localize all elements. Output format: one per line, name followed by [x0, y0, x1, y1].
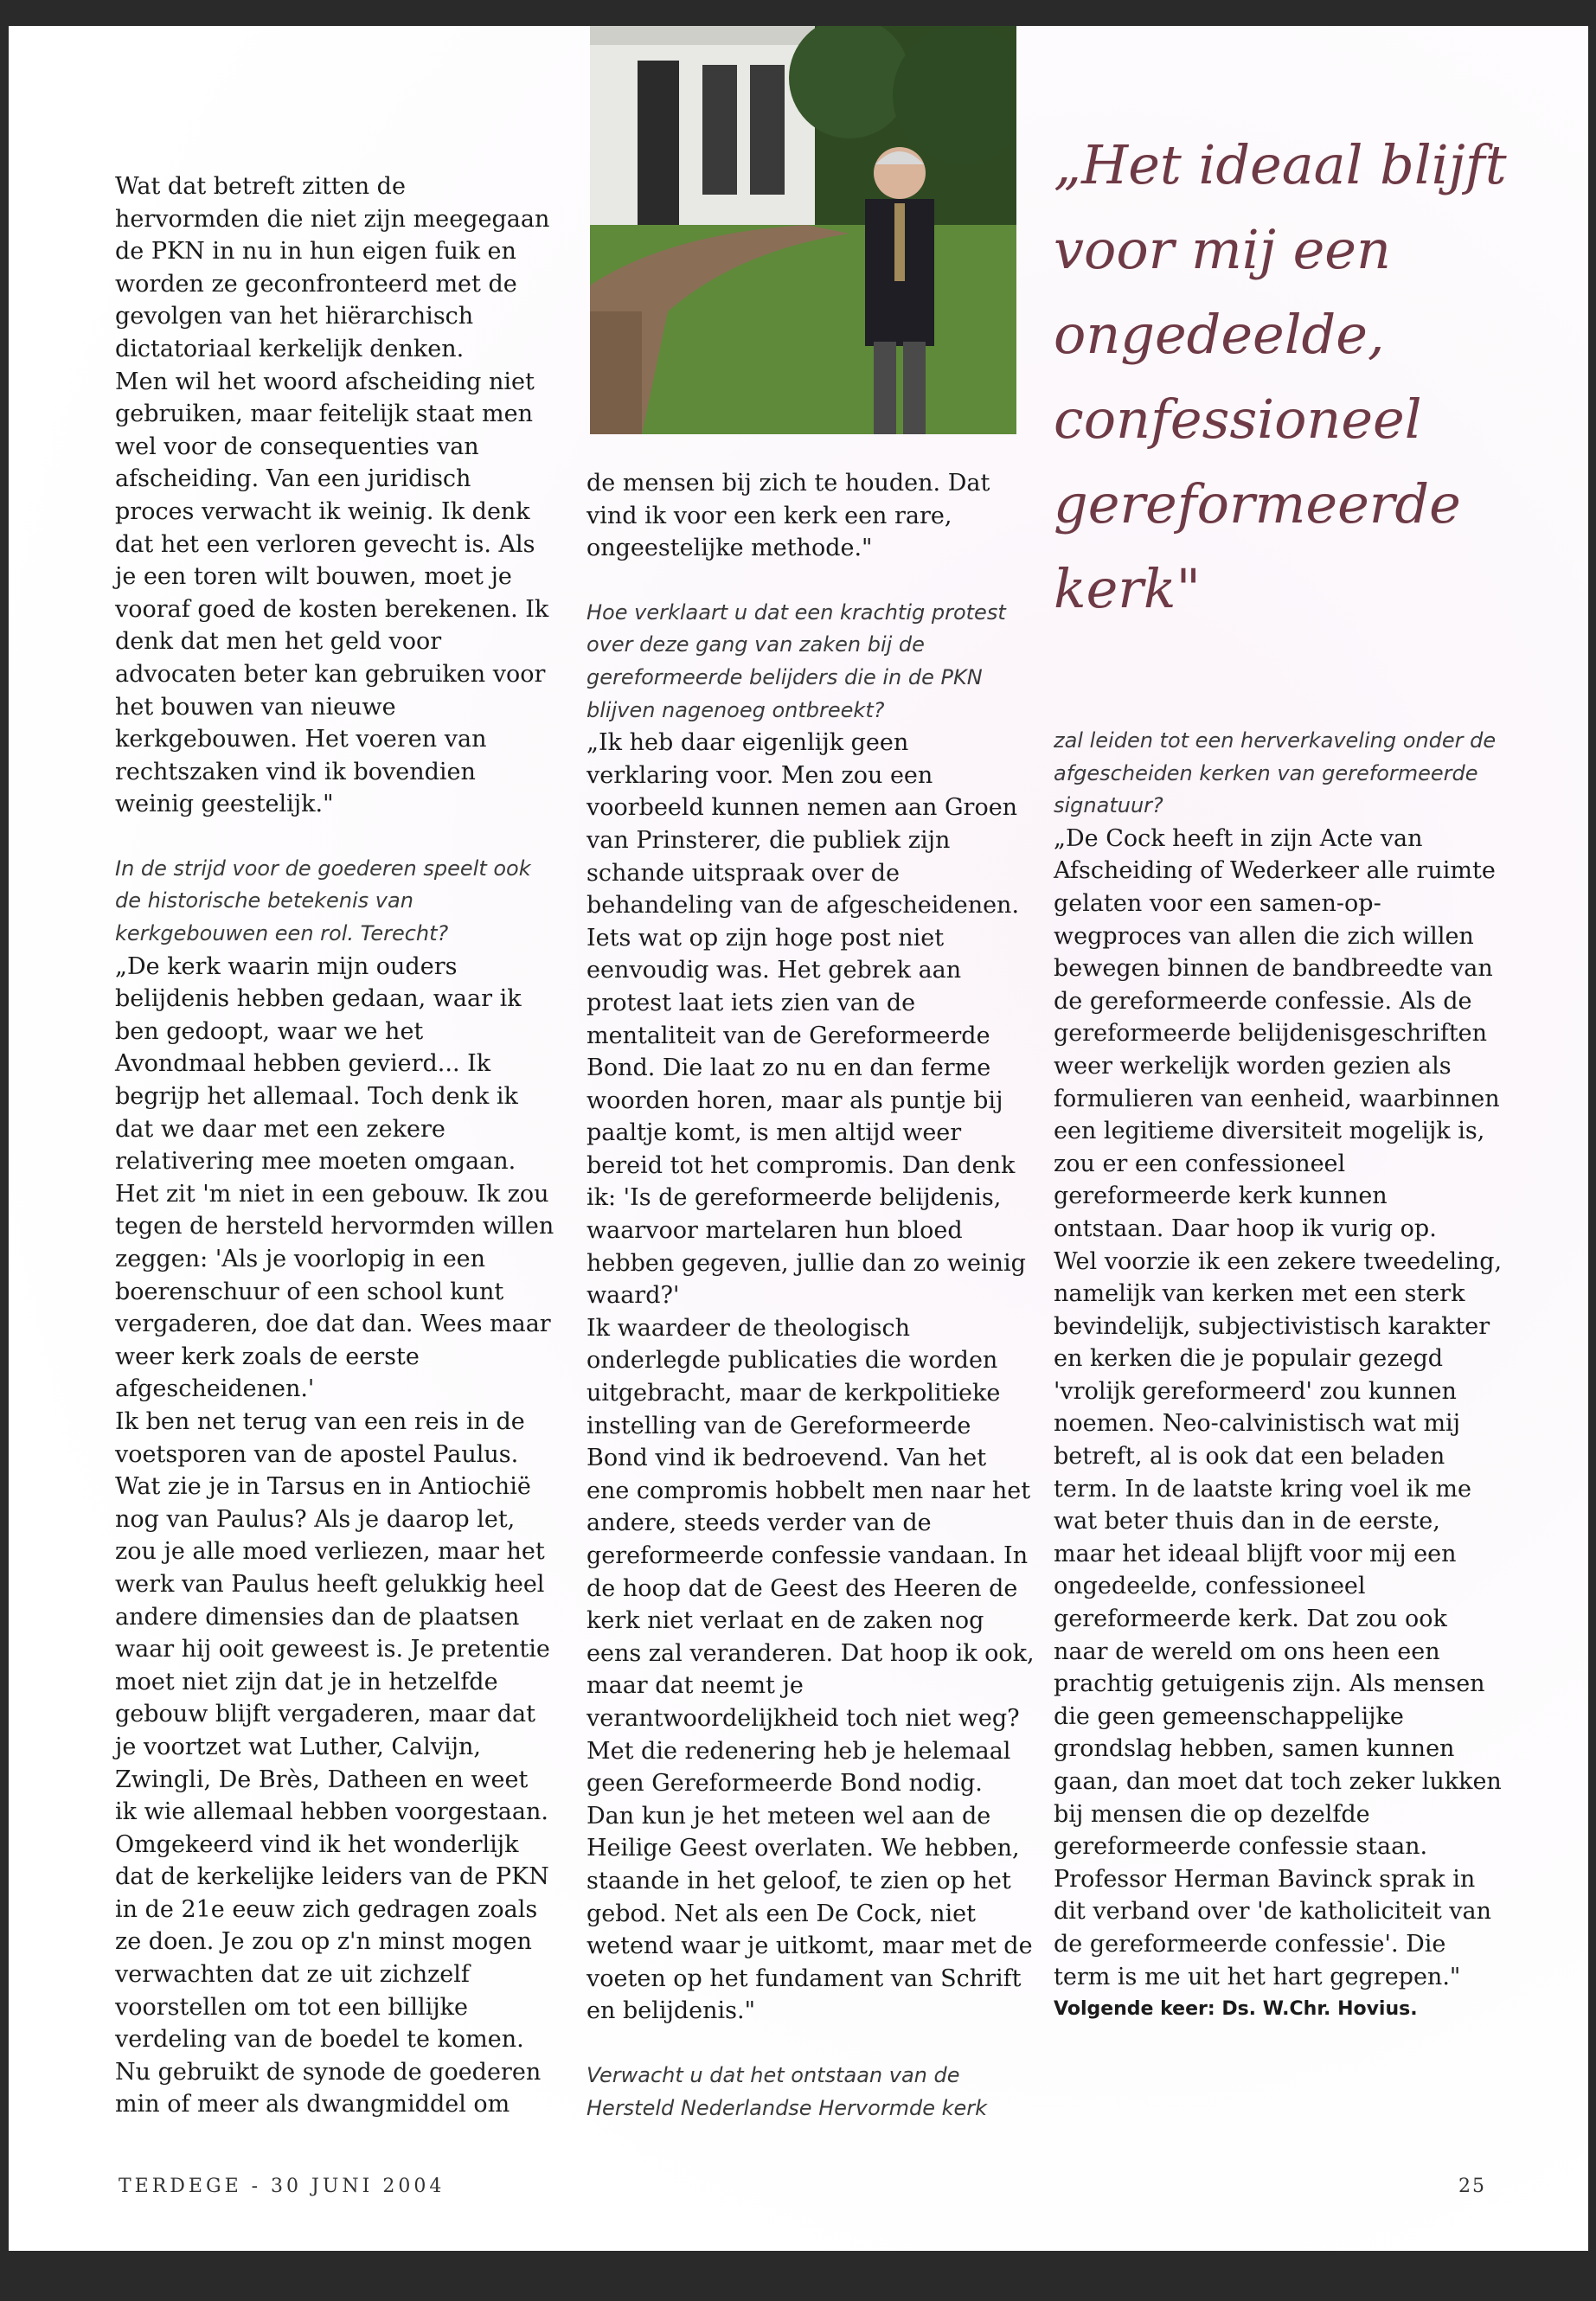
pull-quote: „Het ideaal blijft voor mij een ongedeelde, confessioneel gereformeerde kerk"	[1054, 133, 1507, 620]
next-issue-note: Volgende keer: Ds. W.Chr. Hovius.	[1054, 1998, 1418, 2021]
interview-question: zal leiden tot een herverkaveling onder de afgescheiden kerken van gereformeerde signatuur?	[1054, 728, 1497, 818]
paragraph: de mensen bij zich te houden. Dat vind ik voor een kerk een rare, ongeestelijke methode."	[586, 470, 990, 562]
article-column-1	[115, 170, 556, 2121]
paragraph: Men wil het woord afscheiding niet gebruiken, maar feitelijk staat men wel voor de consequenties van afscheiding. Van een juridisch proces verwacht ik weinig. Ik denk dat het een verloren gevecht is. Als je een toren wilt bouwen, moet je vooraf goed de kosten berekenen. Ik denk dat men het geld voor advocaten beter kan gebruiken voor het bouwen van nieuwe kerkgebouwen. Het voeren van rechtszaken vind ik bovendien weinig geestelijk."	[115, 368, 549, 818]
article-column-3	[1054, 725, 1503, 2026]
paragraph: Ik waardeer de theologisch onderlegde publicaties die worden uitgebracht, maar de kerkpolitieke instelling van de Gereformeerde Bond vind ik bedroevend. Van het ene compromis hobbelt men naar het andere, steeds verder van de gereformeerde confessie vandaan. In de hoop dat de Geest des Heeren de kerk niet verlaat en de zaken nog eens zal veranderen. Dat hoop ik ook, maar dat neemt je verantwoordelijkheid toch niet weg? Met die redenering heb je helemaal geen Gereformeerde Bond nodig. Dan kun je het meteen wel aan de Heilige Geest overlaten. We hebben, staande in het geloof, te zien op het gebod. Net als een De Cock, niet wetend waar je uitkomt, maar met de voeten op het fundament van Schrift en belijdenis."	[586, 1314, 1035, 2025]
photo-man-walking-garden	[590, 26, 1016, 434]
paragraph: Wel voorzie ik een zekere tweedeling, namelijk van kerken met een sterk bevindelijk, subjectivistisch karakter en kerken die je populair gezegd 'vrolijk gereformeerd' zou kunnen noemen. Neo-calvinistisch wat mij betreft, al is ook dat een beladen term. In de laatste kring voel ik me wat beter thuis dan in de eerste, maar het ideaal blijft voor mij een ongedeelde, confessioneel gereformeerde kerk. Dat zou ook naar de wereld om ons heen een prachtig getuigenis zijn. Als mensen die geen gemeenschappelijke grondslag hebben, samen kunnen gaan, dan moet dat toch zeker lukken bij mensen die op dezelfde gereformeerde confessie staan. Professor Herman Bavinck sprak in dit verband over 'de katholiciteit van de gereformeerde confessie'. Die term is me uit het hart gegrepen."	[1054, 1247, 1503, 1990]
interview-question: Verwacht u dat het ontstaan van de Hersteld Nederlandse Hervormde kerk	[586, 2062, 988, 2120]
interview-question: Hoe verklaart u dat een krachtig protest over deze gang van zaken bij de gereformeerde belijders die in de PKN blijven nagenoeg ontbreekt?	[586, 599, 1006, 722]
paragraph: Ik ben net terug van een reis in de voetsporen van de apostel Paulus. Wat zie je in Tarsus en in Antiochië nog van Paulus? Als je daarop let, zou je alle moed verliezen, maar het werk van Paulus heeft gelukkig heel andere dimensies dan de plaatsen waar hij ooit geweest is. Je pretentie moet niet zijn dat je in hetzelfde gebouw blijft vergaderen, maar dat je voortzet wat Luther, Calvijn, Zwingli, De Brès, Datheen en weet ik wie allemaal hebben voorgestaan.	[115, 1407, 550, 1826]
photo-image	[590, 26, 1016, 434]
paragraph: „De Cock heeft in zijn Acte van Afscheiding of Wederkeer alle ruimte gelaten voor een samen-op-wegproces van allen die zich willen bewegen binnen de bandbreedte van de gereformeerde confessie. Als de gereformeerde belijdenisgeschriften weer werkelijk worden gezien als formulieren van eenheid, waarbinnen een legitieme diversiteit mogelijk is, zou er een confessioneel gereformeerde kerk kunnen ontstaan. Daar hoop ik vurig op.	[1054, 824, 1500, 1242]
article-column-2	[586, 467, 1036, 2125]
paragraph: „De kerk waarin mijn ouders belijdenis hebben gedaan, waar ik ben gedoopt, waar we het Avondmaal hebben gevierd... Ik begrijp het allemaal. Toch denk ik dat we daar met een zekere relativering mee moeten omgaan. Het zit 'm niet in een gebouw. Ik zou tegen de hersteld hervormden willen zeggen: 'Als je voorlopig in een boerenschuur of een school kunt vergaderen, doe dat dan. Wees maar weer kerk zoals de eerste afgescheidenen.'	[115, 952, 554, 1403]
paragraph: Omgekeerd vind ik het wonderlijk dat de kerkelijke leiders van de PKN in de 21e eeuw zich gedragen zoals ze doen. Je zou op z'n minst mogen verwachten dat ze uit zichzelf voorstellen om tot een billijke verdeling van de boedel te komen. Nu gebruikt de synode de goederen min of meer als dwangmiddel om	[115, 1830, 549, 2118]
magazine-page	[9, 26, 1588, 2251]
page-number: 25	[1458, 2176, 1486, 2197]
paragraph: „Ik heb daar eigenlijk geen verklaring voor. Men zou een voorbeeld kunnen nemen aan Groen van Prinsterer, die publiek zijn schande uitspraak over de behandeling van de afgescheidenen. Iets wat op zijn hoge post niet eenvoudig was. Het gebrek aan protest laat iets zien van de mentaliteit van de Gereformeerde Bond. Die laat zo nu en dan ferme woorden horen, maar als puntje bij paaltje komt, is men altijd weer bereid tot het compromis. Dan denk ik: 'Is de gereformeerde belijdenis, waarvoor martelaren hun bloed hebben gegeven, jullie dan zo weinig waard?'	[586, 729, 1026, 1310]
paragraph: Wat dat betreft zitten de hervormden die niet zijn meegegaan de PKN in nu in hun eigen fuik en worden ze geconfronteerd met de gevolgen van het hiërarchisch dictatoriaal kerkelijk denken.	[115, 173, 550, 362]
footer-publication: TERDEGE - 30 JUNI 2004	[119, 2176, 445, 2197]
interview-question: In de strijd voor de goederen speelt ook de historische betekenis van kerkgebouwen een rol. Terecht?	[115, 856, 531, 946]
